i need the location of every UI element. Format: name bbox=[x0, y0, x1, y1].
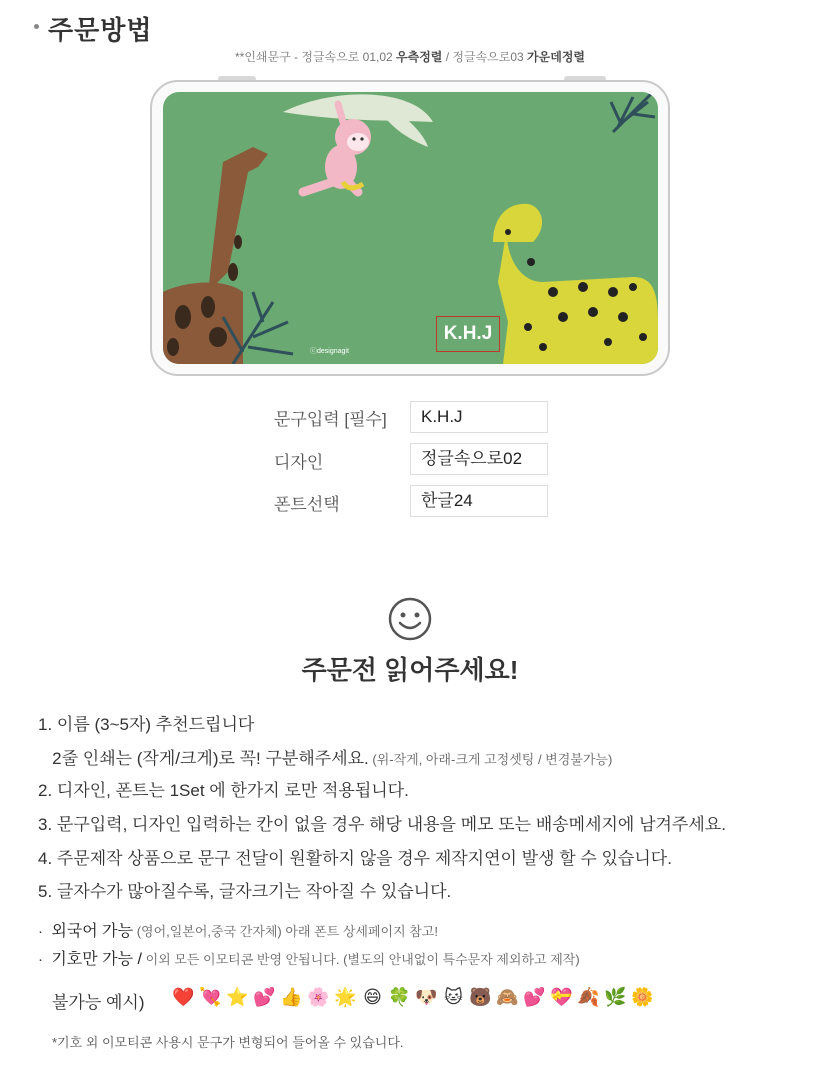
notice-item-text: 3. 문구입력, 디자인 입력하는 칸이 없을 경우 해당 내용을 메모 또는 배송메세지에 남겨주세요. bbox=[38, 815, 726, 834]
note-prefix: **인쇄문구 - 정글속으로 01,02 bbox=[234, 50, 397, 64]
emoji-example: 🐶 bbox=[415, 987, 438, 1007]
designer-credit: ⓒdesignagit bbox=[310, 348, 349, 355]
notice-item-text: 4. 주문제작 상품으로 문구 전달이 원활하지 않을 경우 제작지연이 발생 할 수 있습니다. bbox=[38, 849, 672, 868]
label-design: 디자인 bbox=[274, 453, 324, 472]
emoji-example: 💕 bbox=[253, 987, 276, 1007]
font-field[interactable]: 한글24 bbox=[410, 485, 548, 517]
notice-title: 주문전 읽어주세요! bbox=[301, 655, 519, 685]
emoji-example: 🐻 bbox=[469, 987, 492, 1007]
bullet-note: (영어,일본어,중국 간자체) 아래 폰트 상세페이지 참고! bbox=[133, 924, 438, 939]
notice-item bbox=[38, 744, 612, 769]
emoji-example: 🙈 bbox=[496, 987, 519, 1007]
bullet-bold: 외국어 가능 bbox=[51, 923, 134, 940]
notice-item-note: (위-작게, 아래-크게 고정셋팅 / 변경불가능) bbox=[368, 752, 613, 767]
emoji-example: 🍂 bbox=[577, 987, 600, 1007]
notice-item-text: 2줄 인쇄는 (작게/크게)로 꼭! 구분해주세요. bbox=[38, 749, 369, 768]
emoji-example: 💘 bbox=[199, 987, 222, 1007]
bullet-note: 이외 모든 이모티콘 반영 안됩니다. (별도의 안내없이 특수문자 제외하고 제작) bbox=[141, 952, 580, 967]
label-text-input: 문구입력 [필수] bbox=[274, 410, 387, 429]
emoji-example: 💕 bbox=[523, 987, 546, 1007]
example-label: 불가능 예시) bbox=[52, 993, 145, 1012]
label-font: 폰트선택 bbox=[274, 495, 340, 514]
emoji-example: 🌼 bbox=[631, 987, 654, 1007]
emoji-examples bbox=[172, 986, 654, 1009]
smiley-icon bbox=[387, 596, 433, 642]
notice-item-text: 1. 이름 (3~5자) 추천드립니다 bbox=[38, 715, 255, 734]
print-alignment-note bbox=[0, 48, 820, 65]
text-input-field[interactable]: K.H.J bbox=[410, 401, 548, 433]
bullet-bold: 기호만 가능 / bbox=[51, 951, 142, 968]
emoji-example: 😄 bbox=[363, 987, 382, 1007]
notice-item bbox=[38, 844, 672, 869]
notice-item bbox=[38, 776, 409, 801]
emoji-example: 🌸 bbox=[307, 987, 330, 1007]
emoji-example: 👍 bbox=[280, 987, 303, 1007]
emoji-example: 🐱 bbox=[444, 987, 463, 1007]
emoji-example: 🍀 bbox=[388, 987, 411, 1007]
emoji-example: 🌟 bbox=[334, 987, 357, 1007]
jungle-artwork bbox=[163, 92, 658, 364]
emoji-example: 💝 bbox=[550, 987, 573, 1007]
notice-item bbox=[38, 710, 254, 735]
bullet-foreign-language: · 외국어 가능 (영어,일본어,중국 간자체) 아래 폰트 상세페이지 참고! bbox=[38, 923, 438, 940]
note-mid: / 정글속으로03 bbox=[442, 50, 528, 64]
title-bullet-dot bbox=[34, 24, 39, 29]
note-right-align: 우측정렬 bbox=[396, 50, 443, 64]
note-center-align: 가운데정렬 bbox=[527, 50, 586, 64]
emoji-example: ❤️ bbox=[172, 987, 195, 1007]
section-title: 주문방법 bbox=[48, 15, 153, 45]
emoji-example: 🌿 bbox=[604, 987, 627, 1007]
monogram-text: K.H.J bbox=[436, 316, 500, 352]
bullet-symbols-only: · 기호만 가능 / 이외 모든 이모티콘 반영 안됩니다. (별도의 안내없이 특수문자 제외하고 제작) bbox=[38, 951, 580, 968]
emoji-example: ⭐ bbox=[226, 987, 249, 1007]
leopard-figure bbox=[493, 204, 658, 364]
jungle-illustration bbox=[163, 92, 658, 364]
notice-item-text: 5. 글자수가 많아질수록, 글자크기는 작아질 수 있습니다. bbox=[38, 882, 452, 901]
notice-item bbox=[38, 877, 451, 902]
footnote: *기호 외 이모티콘 사용시 문구가 변형되어 들어올 수 있습니다. bbox=[52, 1035, 404, 1050]
notice-item bbox=[38, 810, 726, 835]
notice-item-text: 2. 디자인, 폰트는 1Set 에 한가지 로만 적용됩니다. bbox=[38, 781, 409, 800]
design-field[interactable]: 정글속으로02 bbox=[410, 443, 548, 475]
